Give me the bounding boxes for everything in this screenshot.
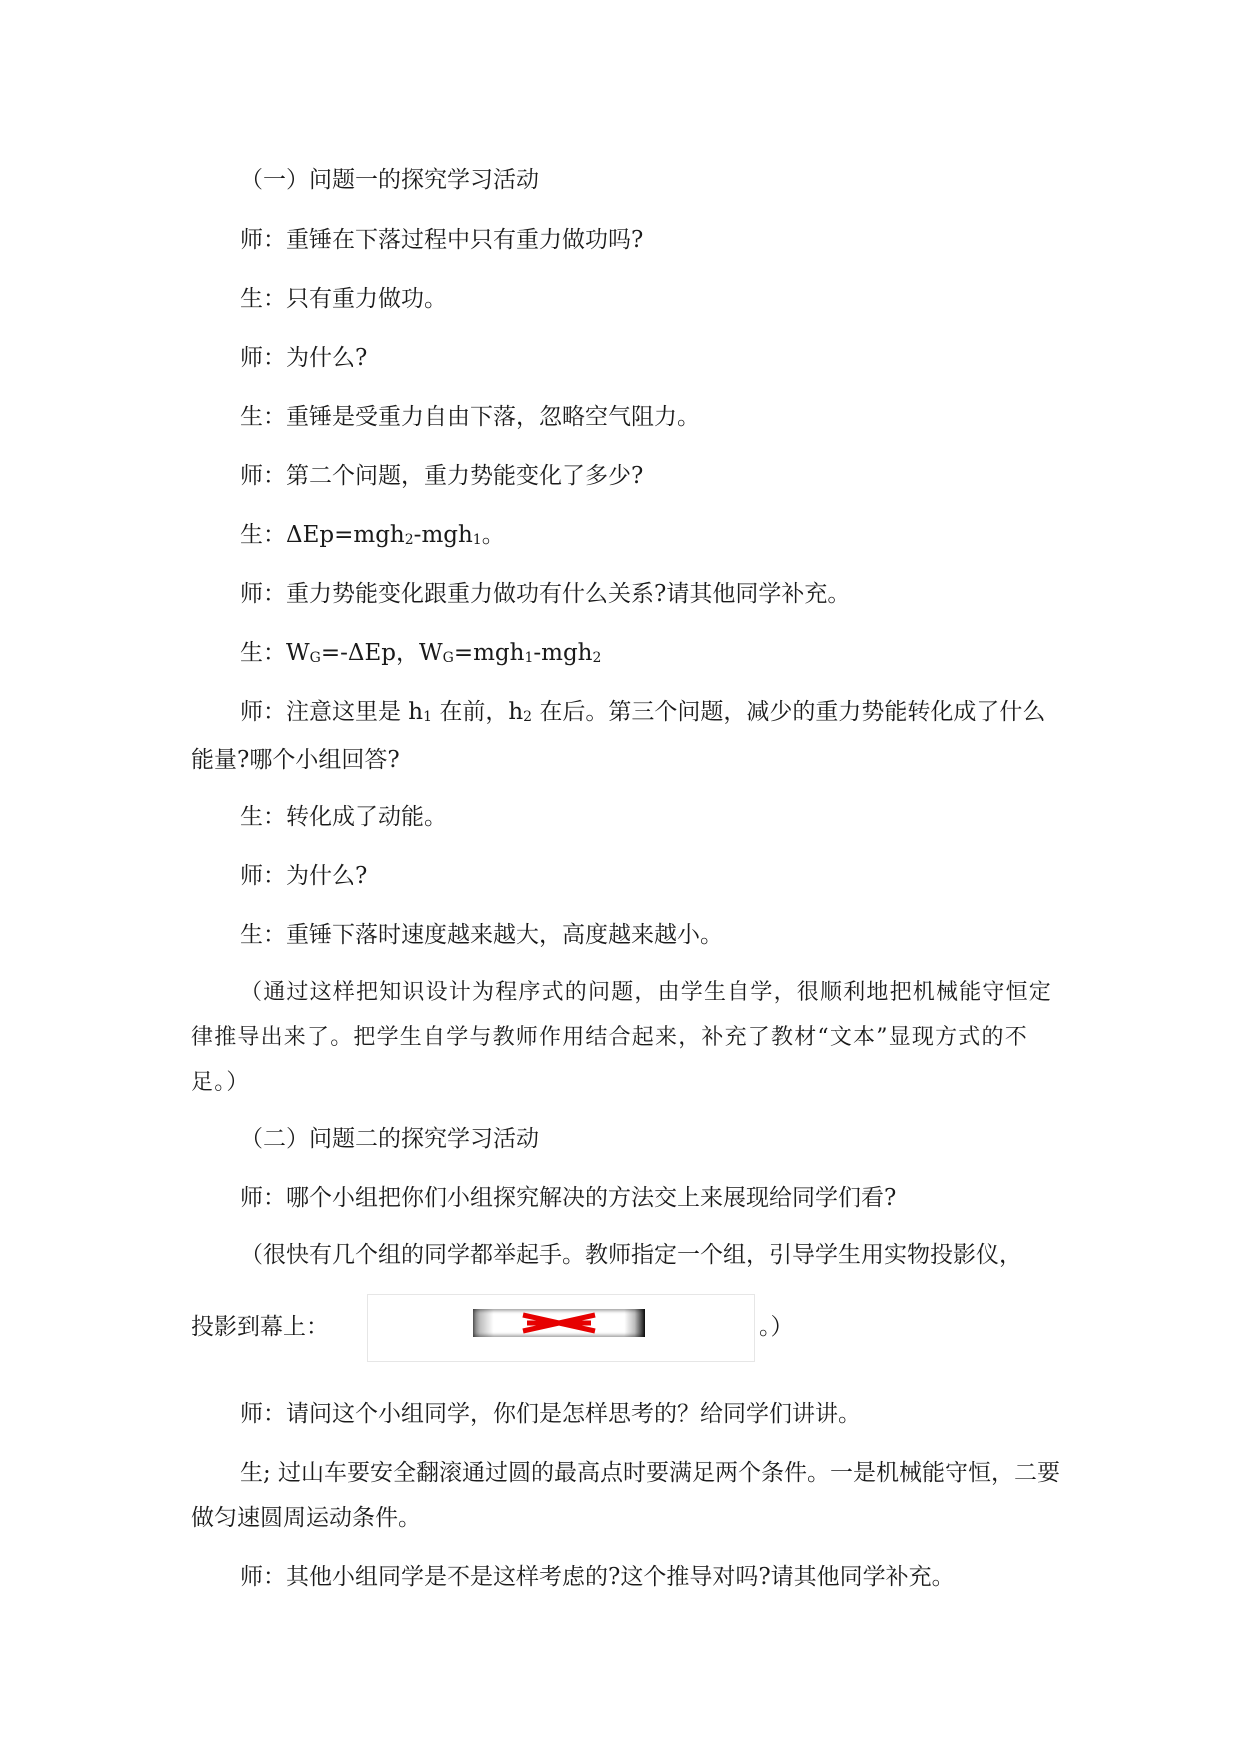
- projection-figure: [367, 1294, 755, 1362]
- commentary-note: （通过这样把知识设计为程序式的问题，由学生自学，很顺利地把机械能守恒定律推导出来了。把学生自学与教师作用结合起来，补充了教材“文本”显现方式的不足。）: [191, 980, 1053, 1095]
- classroom-note-line1: （很快有几个组的同学都举起手。教师指定一个组，引导学生用实物投影仪，: [240, 1242, 1022, 1268]
- section-heading-1: （一）问题一的探究学习活动: [240, 167, 539, 193]
- teacher-line: 师：为什么?: [240, 345, 368, 371]
- teacher-line: 师：哪个小组把你们小组探究解决的方法交上来展现给同学们看?: [240, 1185, 897, 1211]
- cross-mark-icon: [521, 1311, 597, 1335]
- classroom-note-line2: 投影到幕上： 。）: [191, 1292, 1061, 1362]
- student-formula-delta-ep: 生：ΔEp=mgh$_2$-mgh$_1$。: [240, 522, 505, 548]
- teacher-line: 师：重力势能变化跟重力做功有什么关系?请其他同学补充。: [240, 581, 851, 607]
- section-heading-2: （二）问题二的探究学习活动: [240, 1126, 539, 1152]
- student-line: 生：重锤是受重力自由下落，忽略空气阻力。: [240, 404, 700, 430]
- teacher-line: 师：请问这个小组同学，你们是怎样思考的？给同学们讲讲。: [240, 1401, 861, 1427]
- teacher-line: 师：其他小组同学是不是这样考虑的?这个推导对吗?请其他同学补充。: [240, 1564, 955, 1590]
- student-line-multiline: 生; 过山车要安全翻滚通过圆的最高点时要满足两个条件。一是机械能守恒，二要做匀速圆周运动条件。: [191, 1460, 1061, 1531]
- teacher-line: 师：第二个问题，重力势能变化了多少?: [240, 463, 644, 489]
- student-line: 生：转化成了动能。: [240, 804, 447, 830]
- student-line: 生：只有重力做功。: [240, 286, 447, 312]
- student-line: 生：重锤下落时速度越来越大，高度越来越小。: [240, 922, 723, 948]
- student-formula-work: 生：$W_G=$-ΔEp，$W_G=mgh_1-mgh_2$: [240, 640, 602, 666]
- teacher-line-multiline: 师：注意这里是 $h_1$ 在前，$h_2$ 在后。第三个问题，减少的重力势能转化成了什么能量?哪个小组回答?: [191, 699, 1046, 773]
- figure-bar: [473, 1309, 645, 1337]
- teacher-line: 师：重锤在下落过程中只有重力做功吗?: [240, 227, 644, 253]
- teacher-line: 师：为什么?: [240, 863, 368, 889]
